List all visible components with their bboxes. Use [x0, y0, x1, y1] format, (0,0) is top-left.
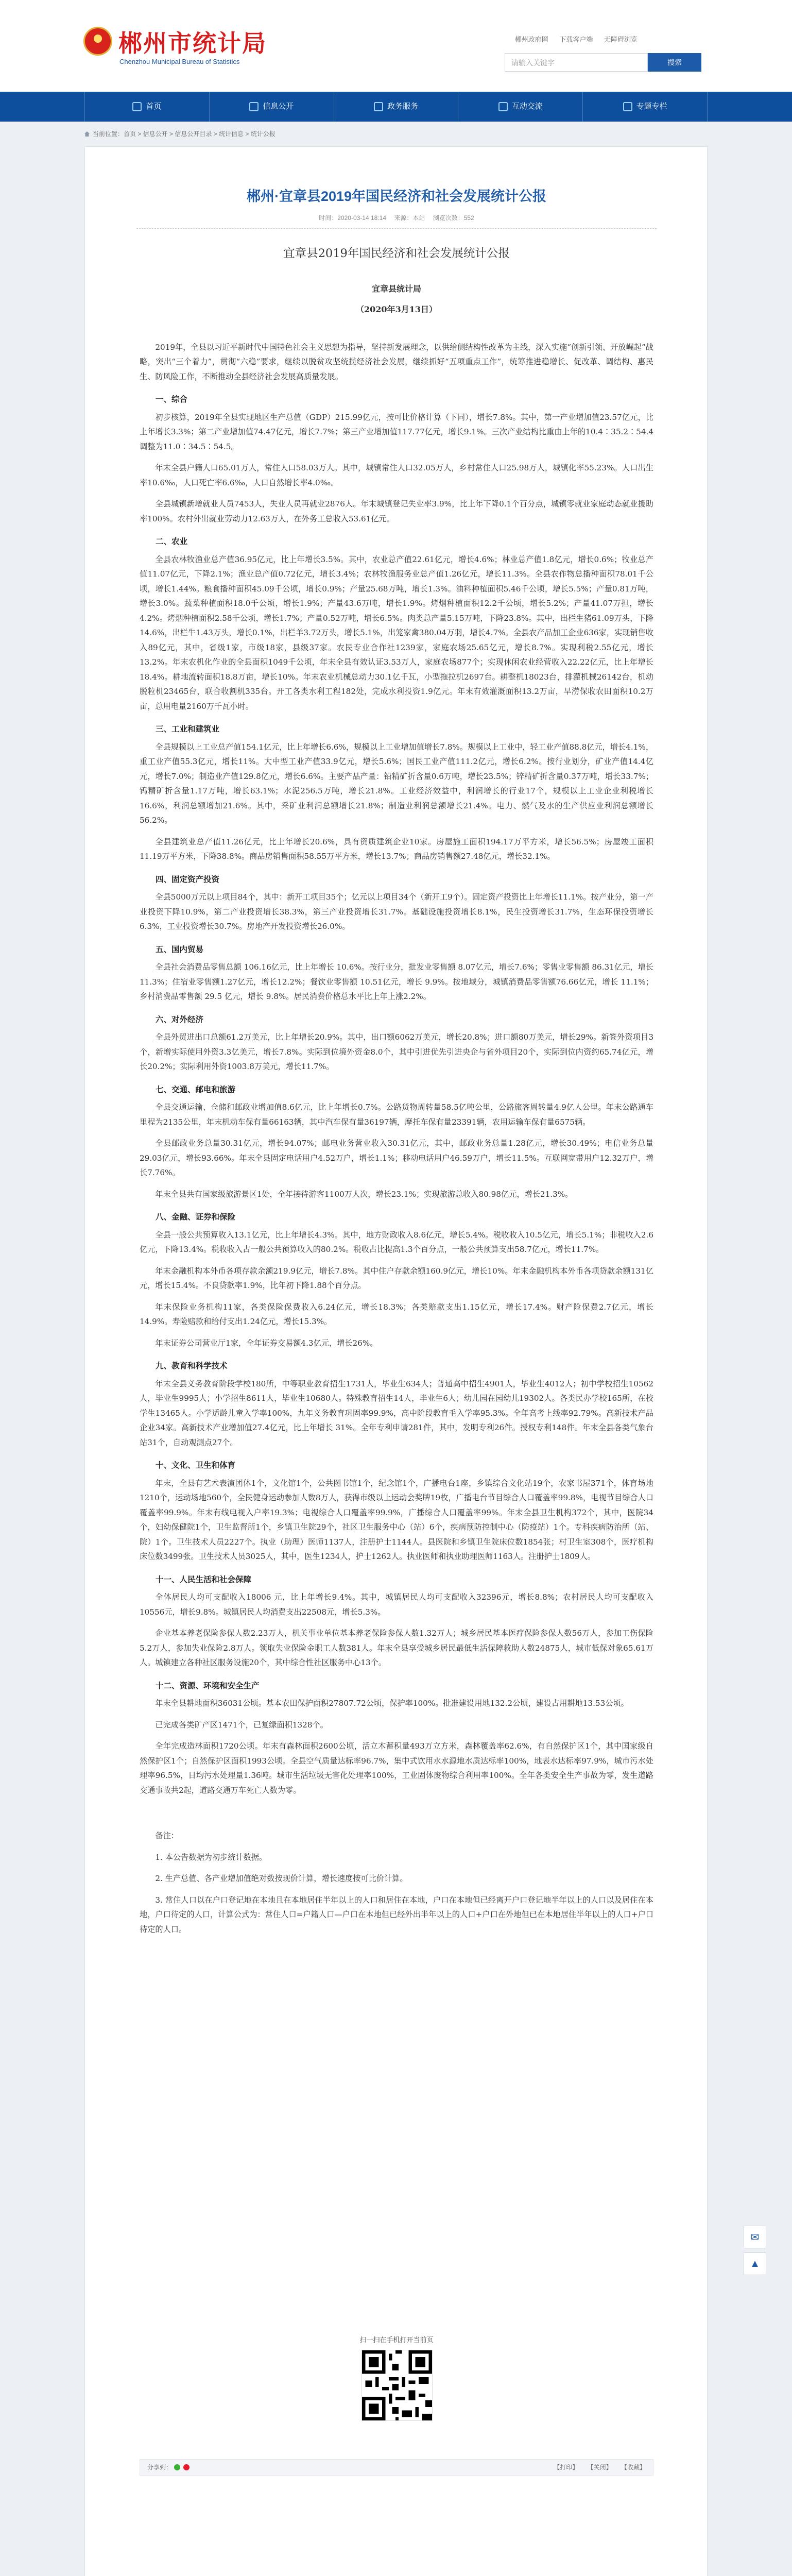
- paragraph: 全县一般公共预算收入13.1亿元，比上年增长4.3%。其中，地方财政收入8.6亿元，增长5.4%。税收收入10.5亿元，增长5.1%；非税收入2.6亿元，下降13.4%。税收收入占一般公共预算收入的80.2%。税收占比提高1.3个百分点，一般公共预算支出58.7亿元，增长11.7%。: [140, 1230, 653, 1254]
- paragraph: 全县邮政业务总量30.31亿元，增长94.07%；邮电业务营业收入30.31亿元，其中，邮政业务总量1.28亿元，增长30.49%；电信业务总量29.03亿元，增长93.66%。年末全县固定电话用户4.52万户，增长1.1%；移动电话用户46.59万户，增长11.5%。互联网宽带用户12.32万户，增长7.76%。: [140, 1139, 653, 1177]
- article-panel: [84, 146, 708, 2576]
- section-heading: 十一、人民生活和社会保障: [156, 1574, 252, 1584]
- info-icon: [249, 102, 259, 111]
- site-title[interactable]: 郴州市统计局: [118, 30, 267, 57]
- paragraph: 全年完成造林面积1720公顷。年末有森林面积2600公顷，活立木蓄积量493万立方米，森林覆盖率62.6%，有自然保护区1个，其中国家级自然保护区1个；自然保护区面积1993公顷。全县空气质量达标率96.7%，集中式饮用水水源地水质达标率100%，地表水达标率97.9%，城市污水处理率96.5%，日均污水处理量1.36吨。城市生活垃圾无害化处理率100%，工业固体废物综合利用率100%。全年各类安全生产事故为零，发生道路交通事故共2起，道路交通万车死亡人数为零。: [140, 1741, 653, 1795]
- section-heading: 十二、资源、环境和安全生产: [156, 1680, 260, 1690]
- print-link[interactable]: 【打印】: [554, 2464, 579, 2471]
- paragraph: 全县社会消费品零售总额 106.16亿元，比上年增长 10.6%。按行业分，批发业零售额 8.07亿元，增长7.6%；零售业零售额 86.31亿元，增长11.3%；住宿业零售额1.27亿元，增长12.2%；餐饮业零售额 10.51亿元，增长 9.9%。按地域分，城镇消费品零售额76.66亿元，增长 11.1%；乡村消费品零售额 29.5 亿元，增长 9.8%。居民消费价格总水平比上年上涨2.2%。: [140, 962, 653, 1001]
- share-bar: [140, 2459, 653, 2476]
- paragraph: 已完成各类矿产区1471个，已复绿面积1328个。: [155, 1720, 328, 1730]
- close-link[interactable]: 【关闭】: [587, 2464, 612, 2471]
- section-heading: 六、对外经济: [156, 1014, 204, 1024]
- paragraph: 企业基本养老保险参保人数2.23万人，机关事业单位基本养老保险参保人数1.32万人；城乡居民基本医疗保险参保人数56万人，参加工伤保险5.2万人，参加失业保险2.8万人。领取失业保险金职工人数381人。年末全县享受城乡居民最低生活保障救助人数24875人，城市低保对象65.61万人。城镇建立各种社区服务设施20个，其中综合性社区服务中心13个。: [140, 1629, 653, 1667]
- paragraph: 年末证券公司营业厅1家，全年证券交易额4.3亿元，增长26%。: [155, 1338, 378, 1348]
- intro-paragraph: 2019年，全县以习近平新时代中国特色社会主义思想为指导，坚持新发展理念，以供给侧结构性改革为主线，深入实施“创新引领、开放崛起”战略，突出“三个着力”，贯彻“六稳”要求，继续以脱贫攻坚统揽经济社会发展，继续抓好“五项重点工作”，统筹推进稳增长、促改革、调结构、惠民生、防风险工作，不断推动全县经济社会发展高质量发展。: [140, 342, 653, 381]
- article-meta: [85, 213, 708, 222]
- section-heading: 五、国内贸易: [156, 944, 204, 954]
- paragraph: 全县5000万元以上项目84个，其中：新开工项目35个；亿元以上项目34个（新开工9个）。固定资产投资比上年增长11.1%。按产业分，第一产业投资下降10.9%，第二产业投资增长38.3%，第三产业投资增长31.7%。基础设施投资增长8.1%，民生投资增长31.7%，生态环保投资增长6.3%，工业投资增长30.7%。房地产开发投资增长26.0%。: [140, 892, 653, 931]
- paragraph: 全县规模以上工业总产值154.1亿元，比上年增长6.6%，规模以上工业增加值增长7.8%。规模以上工业中，轻工业产值88.8亿元，增长4.1%，重工业产值55.3亿元，增长11%。大中型工业产值33.9亿元，增长5.6%；国民工业产值111.2亿元，增长6.2%。按行业划分，矿业产值14.4亿元，增长7.0%；制造业产值129.8亿元，增长6.6%。主要产品产量：铅精矿折含量0.6万吨，增长23.5%；锌精矿折含量0.37万吨，增长33.7%；钨精矿折含量1.17万吨，增长63.1%；水泥256.5万吨，增长21.8%。工业经济效益中，利润增长的行业17个，规模以上工业企业利税增长16.6%，利润总额增加21.6%。其中，采矿业利润总额增长21.8%；制造业利润总额增长21.4%。电力、燃气及水的生产供应业利润总额增长56.2%。: [140, 742, 654, 825]
- section-heading: 八、金融、证券和保险: [156, 1212, 236, 1222]
- share-label: 分享到：: [147, 2464, 173, 2471]
- breadcrumb: 当前位置：首页 > 信息公开 > 信息公开目录 > 统计信息 > 统计公报: [84, 126, 708, 142]
- paragraph: 年末保险业务机构11家，各类保险保费收入6.24亿元，增长18.3%；各类赔款支出1.15亿元，增长17.4%。财产险保费2.7亿元，增长14.9%。寿险赔款和给付支出1.24亿元，增长15.3%。: [140, 1302, 653, 1326]
- search-input[interactable]: 请输入关键字: [505, 53, 648, 72]
- chat-icon: [498, 102, 508, 111]
- article-body: [140, 246, 653, 1943]
- top-link-app[interactable]: 下载客户端: [559, 36, 593, 43]
- paragraph: 年末全县义务教育阶段学校180所，中等职业教育招生1731人，毕业生634人；普通高中招生4901人，毕业生4012人；初中学校招生10562人，毕业生9995人；小学招生8611人，毕业生10680人。特殊教育招生14人，毕业生6人；幼儿园在园幼儿19302人。各类民办学校165所，在校学生13465人。小学适龄儿童入学率100%，九年义务教育巩固率99.9%，高中阶段教育毛入学率95.3%。全年高考上线率92.79%。高新技术产品企业34家。高新技术产业增加值27.4亿元，比上年增长 31%。全年专利申请281件，其中，发明专利26件。授权专利148件。年末全县各类气象台站31个，自动观测点27个。: [140, 1379, 653, 1447]
- divider: [136, 228, 657, 229]
- paragraph: 年末，全县有艺术表演团体1个，文化馆1个，公共图书馆1个，纪念馆1个，广播电台1座，乡镇综合文化站19个，农家书屋371个，体育场地1210个，运动场地560个，全民健身运动参加人数8万人，获得市级以上运动会奖牌19枚，广播电台节目综合人口覆盖率99.8%，电视节目综合人口覆盖率99.9%。年末有线电视入户率19.3%；电视综合人口覆盖率99.9%，广播综合人口覆盖率99%。年末全县卫生机构372个，其中，医院34个，妇幼保健院1个，卫生监督所1个，乡镇卫生院29个，社区卫生服务中心（站）6个，疾病预防控制中心（防疫站）1个。专科疾病防治所（站、院）1个。卫生技术人员2227个。执业（助理）医师1137人，注册护士1144人。县医院和乡镇卫生院床位数1854张；村卫生室308个，医疗机构床位数3499张。卫生技术人员3025人，其中，医生1234人，护士1262人。执业医师和执业助理医师1163人。注册护士1809人。: [140, 1478, 653, 1561]
- share-actions: [546, 2460, 646, 2475]
- wechat-icon[interactable]: ✉: [744, 2226, 766, 2248]
- publish-time: 时间：2020-03-14 18:14: [319, 214, 386, 222]
- back-to-top-icon[interactable]: ▲: [744, 2252, 766, 2275]
- qr-label: 扫一扫在手机打开当前页: [359, 2336, 434, 2344]
- home-icon: [132, 102, 142, 111]
- floating-toolbar: [744, 2226, 769, 2279]
- article-source: 来源：本站: [394, 214, 425, 222]
- paragraph: 全县城镇新增就业人员7453人，失业人员再就业2876人。年末城镇登记失业率3.9%，比上年下降0.1个百分点，城镇零就业家庭动态就业援助率100%。农村外出就业劳动力12.63万人，在外务工总收入53.61亿元。: [140, 499, 653, 523]
- note-item: 3. 常住人口以在户口登记地在本地且在本地居住半年以上的人口和居住在本地，户口在本地但已经离开户口登记地半年以上的人口以及居住在本地，户口待定的人口，计算公式为：常住人口=户籍人口—户口在本地但已经外出半年以上的人口+户口在外地但已在本地居住半年以上的人口+户口待定的人口。: [140, 1895, 653, 1934]
- document-author: 宜章县统计局: [371, 283, 421, 294]
- section-heading: 一、综合: [156, 394, 188, 404]
- site-header: [0, 0, 792, 92]
- section-heading: 三、工业和建筑业: [156, 724, 220, 734]
- section-heading: 二、农业: [156, 536, 188, 546]
- wechat-share-icon[interactable]: [174, 2464, 180, 2470]
- nav-item-service[interactable]: 政务服务: [334, 92, 459, 122]
- view-count: 浏览次数：552: [433, 214, 474, 222]
- nav-item-home[interactable]: 首页: [84, 92, 210, 122]
- paragraph: 初步核算，2019年全县实现地区生产总值（GDP）215.99亿元，按可比价格计算（下同），增长7.8%。其中，第一产业增加值23.57亿元，比上年增长3.3%；第二产业增加值74.47亿元，增长7.7%；第三产业增加值117.77亿元，增长9.1%。三次产业结构比重由上年的10.4∶35.2∶54.4调整为11.0∶34.5∶54.5。: [140, 412, 653, 451]
- qr-code-icon: [361, 2350, 433, 2421]
- page-title: 郴州·宜章县2019年国民经济和社会发展统计公报: [246, 189, 547, 204]
- national-emblem-icon: [83, 27, 112, 56]
- top-links: [506, 34, 638, 44]
- document-date: （2020年3月13日）: [356, 304, 437, 314]
- paragraph: 全县建筑业总产值11.26亿元，比上年增长20.6%，具有资质建筑企业10家。房屋施工面积194.17万平方米，增长56.5%；房屋竣工面积11.19万平方米，下降38.8%。商品房销售面积58.55万平方米，增长13.7%；商品房销售额27.48亿元，增长32.1%。: [140, 837, 653, 861]
- favorite-link[interactable]: 【收藏】: [621, 2464, 646, 2471]
- paragraph: 全县交通运输、仓储和邮政业增加值8.6亿元，比上年增长0.7%。公路货物周转量58.5亿吨公里，公路旅客周转量4.9亿人公里。年末公路通车里程为2135公里，年末机动车保有量66163辆，其中汽车保有量36197辆，摩托车保有量23391辆，农用运输车保有量6575辆。: [140, 1103, 653, 1127]
- top-link-gov[interactable]: 郴州政府网: [514, 36, 548, 43]
- main-nav: [0, 92, 792, 122]
- nav-item-topics[interactable]: 专题专栏: [583, 92, 708, 122]
- section-heading: 七、交通、邮电和旅游: [156, 1084, 236, 1094]
- nav-item-interaction[interactable]: 互动交流: [458, 92, 583, 122]
- paragraph: 全县外贸进出口总额61.2万美元，比上年增长20.9%。其中，出口额6062万美元，增长20.8%；进口额80万美元，增长29%。新签外资项目3个，新增实际使用外资3.3亿美元，增长7.8%。实际到位境外资金8.0个，其中引进优先引进央企与省外项目20个，实际到位内资约65.74亿元，增长20.2%；实际利用外资1003.8万美元，增长11.7%。: [140, 1032, 653, 1071]
- topic-icon: [623, 102, 632, 111]
- paragraph: 年末全县共有国家级旅游景区1处，全年接待游客1100万人次，增长23.1%；实现旅游总收入80.98亿元，增长21.3%。: [155, 1189, 573, 1199]
- section-heading: 十、文化、卫生和体育: [156, 1460, 236, 1470]
- service-icon: [374, 102, 383, 111]
- paragraph: 全体居民人均可支配收入18006 元，比上年增长9.4%。其中，城镇居民人均可支配收入32396元，增长8.8%；农村居民人均可支配收入10556元，增长9.8%。城镇居民人均消费支出22508元，增长5.3%。: [140, 1592, 653, 1617]
- site-subtitle: Chenzhou Municipal Bureau of Statistics: [119, 58, 240, 65]
- paragraph: 年末全县户籍人口65.01万人，常住人口58.03万人。其中，城镇常住人口32.05万人，乡村常住人口25.98万人，城镇化率55.23%。人口出生率10.6‰，人口死亡率6.6‰，人口自然增长率4.0‰。: [140, 463, 653, 487]
- section-heading: 四、固定资产投资: [156, 874, 220, 884]
- document-title: 宜章县2019年国民经济和社会发展统计公报: [283, 247, 510, 260]
- search-button[interactable]: 搜索: [648, 53, 701, 72]
- section-heading: 九、教育和科学技术: [156, 1361, 228, 1370]
- notes-heading: 备注：: [155, 1831, 179, 1840]
- location-icon: [84, 131, 90, 137]
- weibo-share-icon[interactable]: [183, 2464, 190, 2470]
- note-item: 1. 本公告数据为初步统计数据。: [155, 1852, 267, 1862]
- paragraph: 全县农林牧渔业总产值36.95亿元，比上年增长3.5%。其中，农业总产值22.61亿元，增长4.6%；林业总产值1.8亿元，增长0.6%；牧业总产值11.07亿元，下降2.1%；渔业总产值0.72亿元，增长3.4%；农林牧渔服务业总产值1.26亿元，增长11.3%。全县农作物总播种面积78.01千公顷，增长1.44%。粮食播种面积45.09千公顷，增长0.9%；产量25.68万吨，增长1.3%。油料种植面积5.46千公顷，增长5.5%；产量0.81万吨，增长3.0%。蔬菜种植面积18.0千公顷，增长1.9%；产量43.6万吨，增长1.9%。烤烟种植面积12.2千公顷，增长5.2%；产量41.07万担，增长4.2%。烤烟种植面积2.58千公顷，增长1.7%；产量0.52万吨，增长6.5%。肉类总产量5.15万吨，下降23.8%。其中，出栏生猪61.09万头，下降14.6%，出栏牛1.43万头，增长0.1%，出栏羊3.72万头，增长5.1%，出笼家禽380.04万羽，增长4.7%。全县农产品加工企业636家，实现销售收入89亿元，其中，省级1家，市级18家，县级37家。农民专业合作社1239家，家庭农场25.65亿元，增长8.7%。实现利税2.55亿元，增长13.2%。年末农机化作业的全县面积1049千公顷，年末全县有效认证3.53万人，家庭农场877个；实现休闲农业经营收入22.22亿元，比上年增长18.4%。耕地流转面积18.8万亩，增长10%。年末农业机械总动力30.1亿千瓦，小型拖拉机2697台。耕整机18023台，排灌机械26142台，机动脱粒机23465台，联合收割机335台。开工各类水利工程182处，完成水利投资1.9亿元。年末有效灌溉面积13.2万亩，旱涝保收农田面积10.2万亩，总用电量2160万千瓦小时。: [140, 554, 653, 711]
- paragraph: 年末金融机构本外币各项存款余额219.9亿元，增长7.8%。其中住户存款余额160.9亿元，增长10%。年末金融机构本外币各项贷款余额131亿元，增长15.4%。不良贷款率1.9%，比年初下降1.88个百分点。: [140, 1266, 653, 1290]
- paragraph: 年末全县耕地面积36031公顷。基本农田保护面积27807.72公顷，保护率100%。批准建设用地132.2公顷，建设占用耕地13.53公顷。: [155, 1699, 629, 1708]
- nav-item-info[interactable]: 信息公开: [210, 92, 334, 122]
- top-link-accessibility[interactable]: 无障碍浏览: [604, 36, 638, 43]
- note-item: 2. 生产总值、各产业增加值绝对数按现价计算，增长速度按可比价计算。: [155, 1874, 408, 1883]
